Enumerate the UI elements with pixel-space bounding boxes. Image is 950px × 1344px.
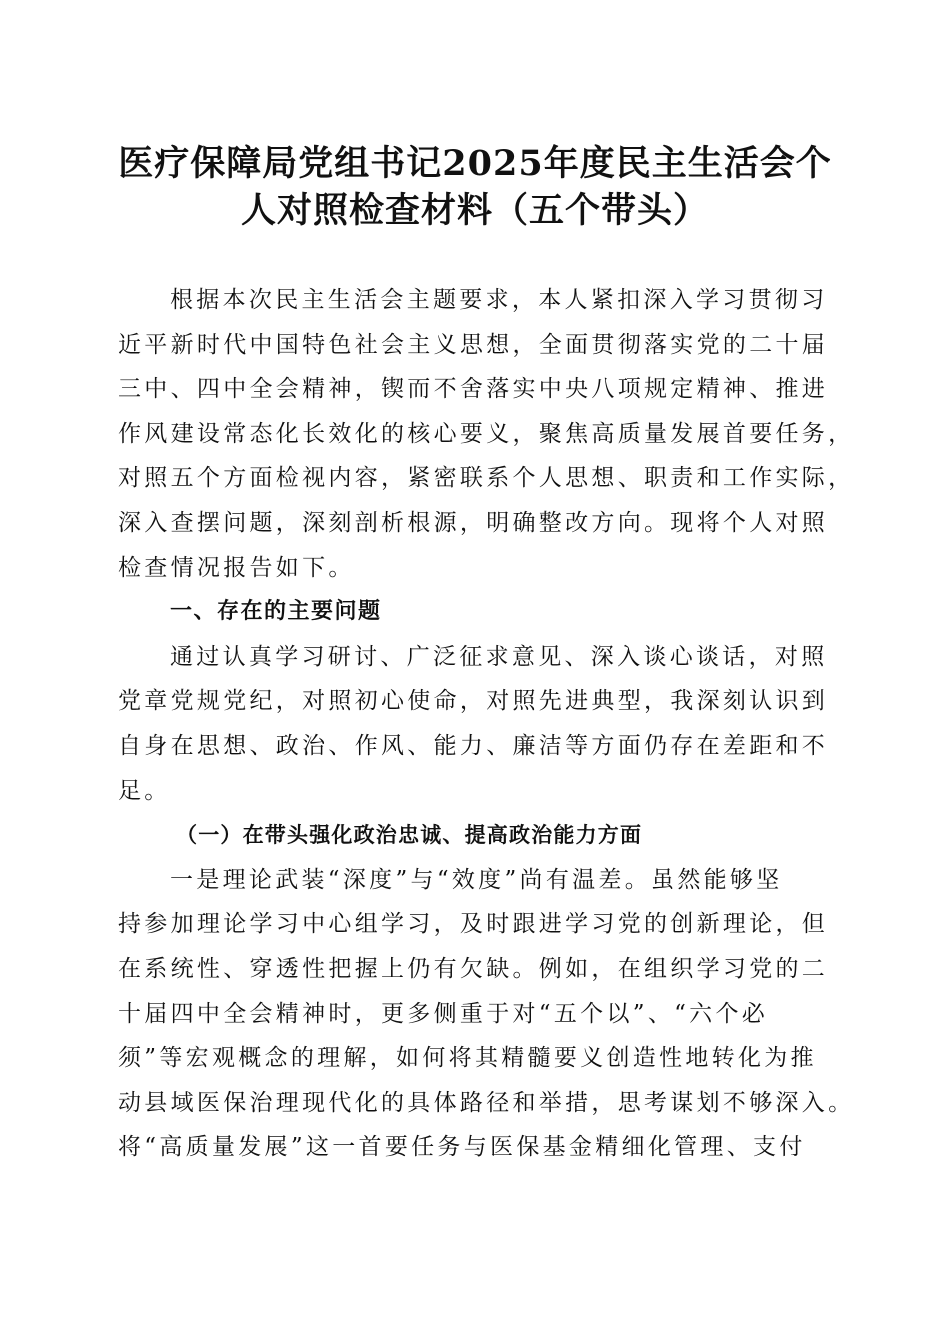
title-line-1: 医疗保障局党组书记2025年度民主生活会个 bbox=[118, 143, 832, 184]
intro-line: 检查情况报告如下。 bbox=[118, 554, 355, 581]
title-line-2: 人对照检查材料（五个带头） bbox=[240, 190, 709, 231]
intro-line: 近平新时代中国特色社会主义思想，全面贯彻落实党的二十届 bbox=[118, 331, 829, 358]
intro-line: 对照五个方面检视内容，紧密联系个人思想、职责和工作实际， bbox=[118, 465, 855, 492]
subsection-heading: （一）在带头强化政治忠诚、提高政治能力方面 bbox=[176, 823, 643, 848]
point-line: 一是理论武装“深度”与“效度”尚有温差。虽然能够坚 bbox=[170, 866, 783, 893]
intro-line: 作风建设常态化长效化的核心要义，聚焦高质量发展首要任务， bbox=[118, 420, 855, 447]
intro-line: 三中、四中全会精神，锲而不舍落实中央八项规定精神、推进 bbox=[118, 376, 829, 403]
intro-line: 深入查摆问题，深刻剖析根源，明确整改方向。现将个人对照 bbox=[118, 509, 829, 536]
section-line: 足。 bbox=[118, 777, 171, 804]
point-line: 持参加理论学习中心组学习，及时跟进学习党的创新理论，但 bbox=[118, 911, 829, 938]
point-line: 在系统性、穿透性把握上仍有欠缺。例如，在组织学习党的二 bbox=[118, 955, 829, 982]
point-line: 十届四中全会精神时，更多侧重于对“五个以”、“六个必 bbox=[118, 1000, 769, 1027]
document-title bbox=[100, 140, 850, 234]
point-line: 将“高质量发展”这一首要任务与医保基金精细化管理、支付 bbox=[118, 1134, 806, 1161]
section-line: 通过认真学习研讨、广泛征求意见、深入谈心谈话，对照 bbox=[170, 643, 828, 670]
point-line: 动县域医保治理现代化的具体路径和举措，思考谋划不够深入。 bbox=[118, 1089, 855, 1116]
document-body bbox=[118, 278, 855, 1170]
section-line: 自身在思想、政治、作风、能力、廉洁等方面仍存在差距和不 bbox=[118, 732, 829, 759]
section-line: 党章党规党纪，对照初心使命，对照先进典型，我深刻认识到 bbox=[118, 688, 829, 715]
point-line: 须”等宏观概念的理解，如何将其精髓要义创造性地转化为推 bbox=[118, 1045, 817, 1072]
intro-line: 根据本次民主生活会主题要求，本人紧扣深入学习贯彻习 bbox=[170, 287, 828, 313]
section-heading: 一、存在的主要问题 bbox=[170, 599, 382, 625]
